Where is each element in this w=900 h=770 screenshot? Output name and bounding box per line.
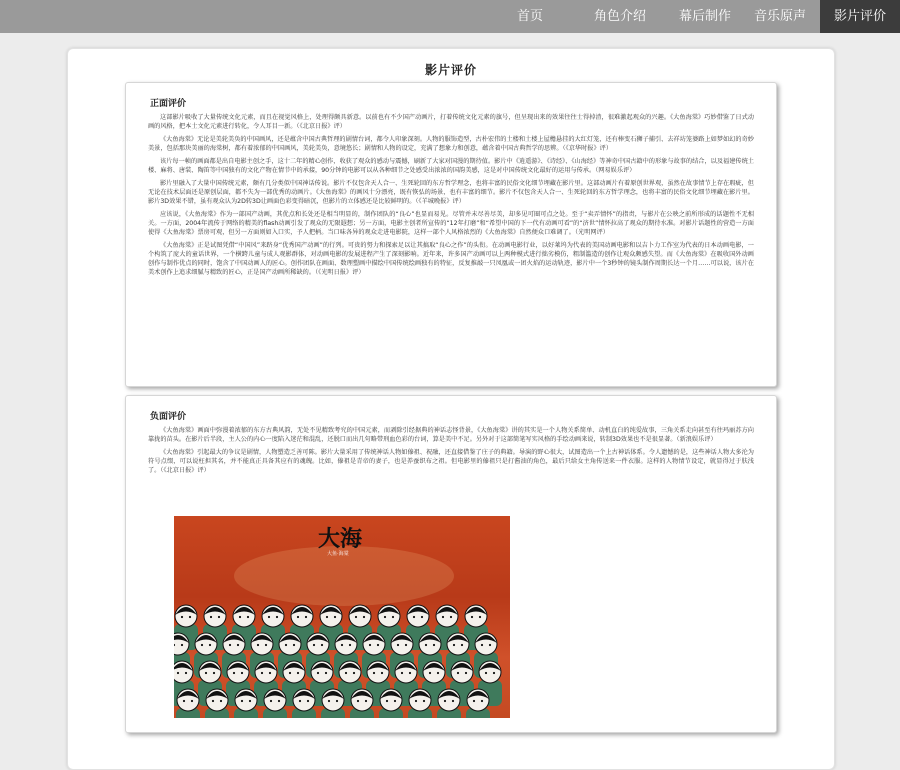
nav-making-of[interactable]: 幕后制作 (678, 9, 731, 24)
crowd-figure (205, 689, 229, 718)
nav-home[interactable]: 首页 (516, 9, 543, 24)
nav-characters[interactable]: 角色介绍 (593, 9, 646, 24)
negative-review-title: 负面评价 (150, 412, 187, 422)
movie-team-poster (174, 516, 510, 718)
crowd-figure (466, 689, 490, 718)
review-paragraph: 该片每一帧的画面都是出自电影主创之手，这十二年的精心创作，收获了观众的感动与震撼，刷新了大家对国漫的期待值。影片中《逍遥游》、《诗经》、《山海经》等神奇中国古籍中的形象与故事的结合，以及福建传统土楼、麻将、唐装、陶笛等中国独有的文化产物在情节中的承接，90分钟的电影可以从各种细节之处感受出浓浓的国韵美感，这是对中国传统文化最好的运用与传承。（网易娱乐评） (148, 158, 754, 174)
team-crowd-illustration (174, 516, 510, 718)
review-paragraph: 应该说，《大鱼海棠》作为一部国产动画，其优点和长处还是相当明显的，制作团队的“良心”也显而易见。尽管并未尽善尽美，却多见可圈可点之处。至于“卖弄情怀”的指责，与影片在公映之前所形成的话题性不无相关。一方面，2004年流传于网络的精美的flash动画引发了观众的无限遐想；另一方面，电影主创者所宣传的“12年打磨”和“希望中国的下一代有动画可看”的“济世”情怀拉高了观众的期待水准。对影片话题性的营造一方面使得《大鱼海棠》票房可观，但另一方面则如入口实，予人把柄。当口味各异的观众走进电影院，这样一部个人风格浓烈的《大鱼海棠》自然便众口难调了。（光明网评） (148, 211, 754, 236)
crowd-figure (437, 689, 461, 718)
poster-subtitle: 大鱼·海棠 (327, 551, 349, 557)
crowd-figure (379, 689, 403, 718)
nav-soundtrack[interactable]: 音乐原声 (753, 9, 806, 24)
review-paragraph: 《大鱼海棠》正是试图凭借“中国风”来跻身“优秀国产动画”的行列。可贵的努力和探索足以让其搞取“良心之作”的头衔。在动画电影行业，以好莱坞为代表的美国动画电影和以吉卜力工作室为代表的日本动画电影，一个构筑了庞大的童话世界，一个横跨儿童与成人观影群体，对动画电影的发展进程产生了深刻影响。近年来，许多国产动画可以上两种模式进行拙劣模仿，粗制滥造的创作让观众颇感失望。而《大鱼海棠》在吸收国外动画创作与制作优点的同时，饱含了中国动画人的匠心。创作团队在画面、数理塑画中描绘中国传统绘画独有的特征，反复推敲一只凤凰或一团火焰的运动轨迹，影片中一个3秒钟的镜头制作周期长达一个月……可以说，该片在美术创作上追求细腻与精致的匠心，正是国产动画所稀缺的。（《光明日报》评） (148, 242, 754, 276)
crowd-figure (350, 689, 374, 718)
nav-reviews[interactable]: 影片评价 (820, 0, 900, 33)
review-paragraph: 《大鱼海棠》引起最大的争议是剧情，人物塑造乏善可陈。影片大量采用了传统神话人物如傣祖、祝融，还直接借鉴了庄子的典籍。导演的野心很大，试图造出一个上古神话体系。令人遗憾的是，这些神话人物大多沦为符号点缀，可以说枉担其名，并不能真正具备其应有的魂魄。比如，傣祖是青帝的妻子，也是养蚕织布之祖。但电影里的傣祖只是打酱油的角色，最后只给女主角传送来一件衣服。这样的人物情节设定，就显得过于肤浅了。（《北京日报》评） (148, 449, 754, 474)
crowd-figure (176, 689, 200, 718)
review-paragraph: 《大鱼海棠》无论是美轮美奂的中国画风，还是蕴含中国古典哲理的剧情台词，都令人印象深刻。人物的服饰造型，古朴宏伟的土楼和土楼上屋檐悬挂的大红灯笼，还有棒变石狮子捕引、去祥坊笼婆路上如梦如幻的奇妙美景，包括那块美丽的海棠树，都有着浓郁的中国画风，美轮美奂，意境悠长；剧情和人物的设定，充满了想象力和创意，蕴含着中国古典哲学的思辨。（《京华时报》评） (148, 136, 754, 152)
crowd-figure (321, 689, 345, 718)
content-panel (67, 48, 835, 770)
positive-review-title: 正面评价 (150, 99, 187, 109)
crowd-figure (234, 689, 258, 718)
crowd-figure (408, 689, 432, 718)
negative-review-card (125, 395, 777, 733)
review-paragraph: 《大鱼海棠》画面中弥漫着浓郁的东方古典风韵，无处不见精致考究的中国元素，而剥除引经据典的神话志怪背景，《大鱼海棠》讲的其实是一个人物关系简单、动机直白的纯爱故事，三角关系走向甚至有往玛丽苏方向靠拢的苗头。在影片后半段，主人公的内心一度陷入迷茫和混乱，还脱口而出几句略带刑血色彩的台词，算是美中不足。另外对于这部简笔写实风格的手绘动画来说，转制3D效果也不是很显著。（新浪娱乐评） (148, 427, 754, 443)
crowd-figure (263, 689, 287, 718)
positive-review-card (125, 82, 777, 387)
crowd-figure (292, 689, 316, 718)
poster-title: 大海 (318, 526, 363, 552)
main-nav (490, 0, 900, 33)
page-title: 影片评价 (424, 63, 477, 77)
top-navigation-bar (0, 0, 900, 33)
review-paragraph: 影片里融入了大量中国传统元素，颇有几分类似中国神话传说。影片不仅包含天人合一、生死轮回的东方哲学理念，也将丰富的民俗文化细节埋藏在影片里。这部动画片有着原创世界观，虽然在故事情节上存在瑕疵，但无论在技术层面还是原创层面，都不失为一部优秀的动画片。《大鱼海棠》的画风十分漂亮，既有恢弘的场景，也有丰富的细节。影片不仅包含天人合一、生死轮回的东方哲学理念，也将丰富的民俗文化细节埋藏在影片里。影片3D效果不错，虽有观众认为2D转3D让画面色彩变得暗沉，但影片的立体感还是比较鲜明的。（《羊城晚报》评） (148, 180, 754, 205)
review-paragraph: 这部影片吸收了大量传统文化元素，而且在视觉风格上，处理得颇具新意。以前也有不少国产动画片，打着传统文化元素的旗号，但呈现出来的效果往往士得掉渣，很难激起观众的兴趣。《大鱼海棠》巧妙借鉴了日式动画的风格，把本土文化元素进行转化，令人耳目一新。（《北京日报》评） (148, 114, 754, 130)
